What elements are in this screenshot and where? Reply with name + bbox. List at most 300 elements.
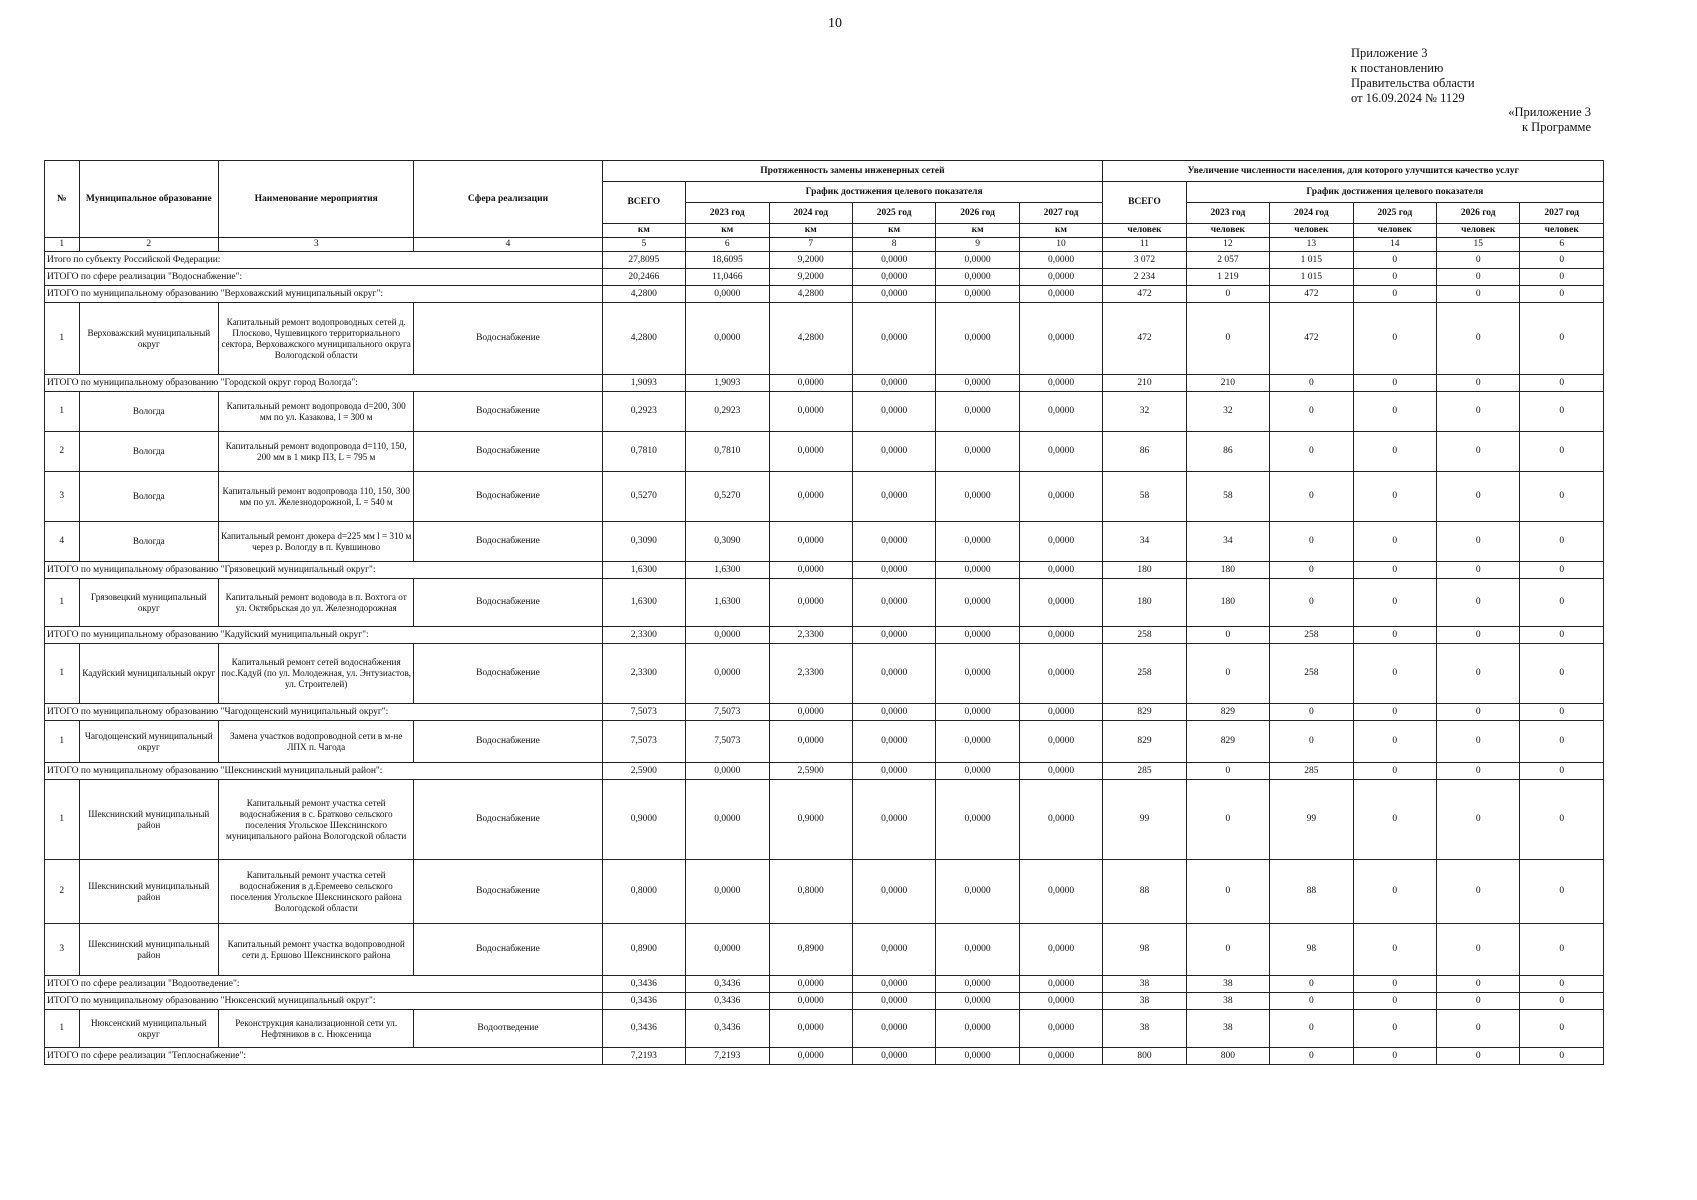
km-value-cell: 0,0000 <box>769 976 852 993</box>
header-year: 2025 год <box>852 203 935 224</box>
people-value-cell: 0 <box>1437 375 1520 392</box>
people-value-cell: 0 <box>1270 993 1353 1010</box>
municipality-cell: Вологда <box>79 392 218 432</box>
km-value-cell: 0,0000 <box>1019 780 1102 860</box>
people-value-cell: 38 <box>1103 993 1186 1010</box>
total-label: ИТОГО по муниципальному образованию "Грязовецкий муниципальный округ": <box>45 562 603 579</box>
km-value-cell: 0,3436 <box>686 976 769 993</box>
people-value-cell: 0 <box>1520 993 1604 1010</box>
municipality-cell: Кадуйский муниципальный округ <box>79 644 218 704</box>
people-value-cell: 32 <box>1103 392 1186 432</box>
sphere-cell: Водоснабжение <box>414 721 602 763</box>
people-value-cell: 0 <box>1520 303 1604 375</box>
people-value-cell: 180 <box>1186 579 1269 627</box>
people-value-cell: 0 <box>1270 392 1353 432</box>
people-value-cell: 34 <box>1103 522 1186 562</box>
km-value-cell: 0,0000 <box>936 721 1019 763</box>
people-value-cell: 258 <box>1270 644 1353 704</box>
people-value-cell: 0 <box>1353 1010 1436 1048</box>
km-value-cell: 0,0000 <box>852 1048 935 1065</box>
people-value-cell: 32 <box>1186 392 1269 432</box>
event-cell: Капитальный ремонт участка сетей водоснабжения в с. Братково сельского поселения Угольское Шекснинского муниципального района Вологодской области <box>219 780 414 860</box>
row-number: 1 <box>45 392 80 432</box>
people-value-cell: 0 <box>1186 627 1269 644</box>
km-value-cell: 0,0000 <box>769 1048 852 1065</box>
people-value-cell: 0 <box>1520 780 1604 860</box>
km-value-cell: 0,0000 <box>852 522 935 562</box>
people-value-cell: 0 <box>1353 522 1436 562</box>
km-value-cell: 7,5073 <box>602 721 685 763</box>
km-value-cell: 0,7810 <box>602 432 685 472</box>
people-value-cell: 210 <box>1103 375 1186 392</box>
km-value-cell: 0,0000 <box>936 924 1019 976</box>
people-value-cell: 0 <box>1520 579 1604 627</box>
people-value-cell: 99 <box>1103 780 1186 860</box>
table-row <box>45 721 1604 763</box>
km-value-cell: 0,0000 <box>936 522 1019 562</box>
row-number: 1 <box>45 780 80 860</box>
people-value-cell: 86 <box>1186 432 1269 472</box>
header-num: № <box>45 161 80 238</box>
program-line: «Приложение 3 <box>1508 105 1591 119</box>
attachment-line: Приложение 3 <box>1351 46 1428 60</box>
km-value-cell: 0,0000 <box>1019 286 1102 303</box>
people-value-cell: 58 <box>1186 472 1269 522</box>
header-year: 2024 год <box>1270 203 1353 224</box>
page-number: 10 <box>828 16 842 31</box>
km-value-cell: 4,2800 <box>769 286 852 303</box>
km-value-cell: 2,5900 <box>602 763 685 780</box>
km-value-cell: 0,0000 <box>852 392 935 432</box>
km-value-cell: 9,2000 <box>769 269 852 286</box>
km-value-cell: 7,5073 <box>686 721 769 763</box>
km-value-cell: 4,2800 <box>769 303 852 375</box>
sphere-cell: Водоснабжение <box>414 472 602 522</box>
people-value-cell: 0 <box>1437 860 1520 924</box>
header-unit: человек <box>1353 224 1436 238</box>
people-value-cell: 0 <box>1270 579 1353 627</box>
people-value-cell: 0 <box>1270 704 1353 721</box>
km-value-cell: 0,0000 <box>1019 1010 1102 1048</box>
people-value-cell: 0 <box>1437 303 1520 375</box>
km-value-cell: 0,0000 <box>1019 252 1102 269</box>
people-value-cell: 0 <box>1353 627 1436 644</box>
people-value-cell: 0 <box>1353 976 1436 993</box>
people-value-cell: 88 <box>1270 860 1353 924</box>
km-value-cell: 0,0000 <box>936 472 1019 522</box>
people-value-cell: 86 <box>1103 432 1186 472</box>
km-value-cell: 2,3300 <box>769 644 852 704</box>
km-value-cell: 0,0000 <box>1019 704 1102 721</box>
km-value-cell: 0,8900 <box>769 924 852 976</box>
people-value-cell: 0 <box>1520 924 1604 976</box>
km-value-cell: 0,0000 <box>852 763 935 780</box>
table-row <box>45 780 1604 860</box>
header-unit: человек <box>1186 224 1269 238</box>
header-total-people: ВСЕГО <box>1103 182 1186 224</box>
municipality-cell: Грязовецкий муниципальный округ <box>79 579 218 627</box>
column-number: 1 <box>45 238 80 252</box>
people-value-cell: 0 <box>1437 924 1520 976</box>
total-row <box>45 269 1604 286</box>
km-value-cell: 7,2193 <box>602 1048 685 1065</box>
sphere-cell: Водоснабжение <box>414 579 602 627</box>
event-cell: Капитальный ремонт участка водопроводной сети д. Ершово Шекснинского района <box>219 924 414 976</box>
km-value-cell: 0,0000 <box>936 993 1019 1010</box>
table-row <box>45 1010 1604 1048</box>
municipality-cell: Нюксенский муниципальный округ <box>79 1010 218 1048</box>
km-value-cell: 0,0000 <box>686 303 769 375</box>
municipality-cell: Шекснинский муниципальный район <box>79 924 218 976</box>
header-unit: км <box>686 224 769 238</box>
people-value-cell: 0 <box>1353 432 1436 472</box>
km-value-cell: 1,9093 <box>686 375 769 392</box>
km-value-cell: 1,6300 <box>602 579 685 627</box>
indicators-table <box>44 160 1604 1065</box>
people-value-cell: 0 <box>1353 1048 1436 1065</box>
km-value-cell: 0,0000 <box>1019 432 1102 472</box>
km-value-cell: 0,0000 <box>852 579 935 627</box>
municipality-cell: Вологда <box>79 432 218 472</box>
event-cell: Реконструкция канализационной сети ул. Нефтяников в с. Нюксеница <box>219 1010 414 1048</box>
people-value-cell: 0 <box>1353 924 1436 976</box>
km-value-cell: 0,0000 <box>852 286 935 303</box>
people-value-cell: 0 <box>1437 721 1520 763</box>
km-value-cell: 0,0000 <box>936 704 1019 721</box>
total-label: ИТОГО по муниципальному образованию "Верховажский муниципальный округ": <box>45 286 603 303</box>
people-value-cell: 0 <box>1270 432 1353 472</box>
people-value-cell: 0 <box>1270 562 1353 579</box>
km-value-cell: 0,0000 <box>769 704 852 721</box>
km-value-cell: 0,3436 <box>602 1010 685 1048</box>
people-value-cell: 829 <box>1186 721 1269 763</box>
people-value-cell: 180 <box>1186 562 1269 579</box>
column-number: 10 <box>1019 238 1102 252</box>
people-value-cell: 258 <box>1270 627 1353 644</box>
people-value-cell: 38 <box>1103 1010 1186 1048</box>
km-value-cell: 0,3090 <box>602 522 685 562</box>
km-value-cell: 4,2800 <box>602 286 685 303</box>
km-value-cell: 0,3436 <box>686 1010 769 1048</box>
people-value-cell: 0 <box>1437 252 1520 269</box>
people-value-cell: 0 <box>1270 472 1353 522</box>
total-label: ИТОГО по сфере реализации "Водоснабжение": <box>45 269 603 286</box>
table-row <box>45 303 1604 375</box>
km-value-cell: 0,0000 <box>852 993 935 1010</box>
km-value-cell: 0,0000 <box>852 432 935 472</box>
sphere-cell: Водоснабжение <box>414 644 602 704</box>
people-value-cell: 98 <box>1103 924 1186 976</box>
column-number: 8 <box>852 238 935 252</box>
header-year: 2023 год <box>1186 203 1269 224</box>
people-value-cell: 472 <box>1103 303 1186 375</box>
row-number: 2 <box>45 860 80 924</box>
column-number: 13 <box>1270 238 1353 252</box>
header-year: 2026 год <box>936 203 1019 224</box>
km-value-cell: 0,0000 <box>936 303 1019 375</box>
people-value-cell: 0 <box>1353 375 1436 392</box>
row-number: 1 <box>45 644 80 704</box>
km-value-cell: 2,3300 <box>602 627 685 644</box>
sphere-cell: Водоснабжение <box>414 860 602 924</box>
people-value-cell: 0 <box>1186 286 1269 303</box>
km-value-cell: 0,7810 <box>686 432 769 472</box>
sphere-cell: Водоснабжение <box>414 392 602 432</box>
people-value-cell: 0 <box>1520 1048 1604 1065</box>
total-row <box>45 763 1604 780</box>
km-value-cell: 0,0000 <box>1019 303 1102 375</box>
table-row <box>45 522 1604 562</box>
km-value-cell: 0,0000 <box>852 721 935 763</box>
km-value-cell: 0,0000 <box>936 252 1019 269</box>
km-value-cell: 0,3436 <box>602 976 685 993</box>
people-value-cell: 0 <box>1353 472 1436 522</box>
municipality-cell: Шекснинский муниципальный район <box>79 860 218 924</box>
people-value-cell: 58 <box>1103 472 1186 522</box>
program-reference <box>1508 105 1591 135</box>
people-value-cell: 0 <box>1186 924 1269 976</box>
municipality-cell: Вологда <box>79 472 218 522</box>
people-value-cell: 0 <box>1353 704 1436 721</box>
people-value-cell: 0 <box>1437 472 1520 522</box>
people-value-cell: 0 <box>1437 780 1520 860</box>
km-value-cell: 0,0000 <box>686 924 769 976</box>
total-label: ИТОГО по муниципальному образованию "Чагодощенский муниципальный округ": <box>45 704 603 721</box>
people-value-cell: 0 <box>1437 432 1520 472</box>
people-value-cell: 0 <box>1437 627 1520 644</box>
km-value-cell: 0,0000 <box>1019 924 1102 976</box>
people-value-cell: 0 <box>1270 522 1353 562</box>
column-number: 3 <box>219 238 414 252</box>
people-value-cell: 0 <box>1353 860 1436 924</box>
km-value-cell: 0,5270 <box>602 472 685 522</box>
people-value-cell: 0 <box>1520 432 1604 472</box>
people-value-cell: 0 <box>1437 763 1520 780</box>
column-number: 11 <box>1103 238 1186 252</box>
people-value-cell: 0 <box>1353 721 1436 763</box>
km-value-cell: 0,0000 <box>769 721 852 763</box>
km-value-cell: 20,2466 <box>602 269 685 286</box>
table-row <box>45 392 1604 432</box>
km-value-cell: 7,5073 <box>686 704 769 721</box>
km-value-cell: 0,0000 <box>852 976 935 993</box>
km-value-cell: 0,0000 <box>852 1010 935 1048</box>
event-cell: Замена участков водопроводной сети в м-не ЛПХ п. Чагода <box>219 721 414 763</box>
event-cell: Капитальный ремонт водопроводных сетей д. Плосково, Чушевицкого территориального сектора, Верховажского муниципального округа Вологодской области <box>219 303 414 375</box>
people-value-cell: 829 <box>1186 704 1269 721</box>
total-label: ИТОГО по сфере реализации "Теплоснабжение": <box>45 1048 603 1065</box>
people-value-cell: 285 <box>1103 763 1186 780</box>
people-value-cell: 0 <box>1437 579 1520 627</box>
event-cell: Капитальный ремонт водопровода d=110, 150, 200 мм в 1 микр ПЗ, L = 795 м <box>219 432 414 472</box>
people-value-cell: 38 <box>1186 976 1269 993</box>
km-value-cell: 0,0000 <box>686 644 769 704</box>
event-cell: Капитальный ремонт участка сетей водоснабжения в д.Еремеево сельского поселения Угольское Шекснинского района Вологодской области <box>219 860 414 924</box>
people-value-cell: 0 <box>1520 392 1604 432</box>
km-value-cell: 0,0000 <box>769 472 852 522</box>
people-value-cell: 1 015 <box>1270 252 1353 269</box>
sphere-cell: Водоснабжение <box>414 924 602 976</box>
km-value-cell: 2,3300 <box>602 644 685 704</box>
attachment-note <box>1351 46 1475 106</box>
km-value-cell: 0,0000 <box>769 579 852 627</box>
km-value-cell: 0,0000 <box>1019 562 1102 579</box>
km-value-cell: 0,3436 <box>602 993 685 1010</box>
km-value-cell: 9,2000 <box>769 252 852 269</box>
km-value-cell: 0,0000 <box>936 644 1019 704</box>
header-unit: человек <box>1270 224 1353 238</box>
header-total-km: ВСЕГО <box>602 182 685 224</box>
header-year: 2027 год <box>1520 203 1604 224</box>
table-row <box>45 644 1604 704</box>
row-number: 1 <box>45 579 80 627</box>
people-value-cell: 472 <box>1103 286 1186 303</box>
sphere-cell: Водоснабжение <box>414 432 602 472</box>
km-value-cell: 0,0000 <box>1019 392 1102 432</box>
km-value-cell: 0,0000 <box>686 860 769 924</box>
people-value-cell: 0 <box>1353 579 1436 627</box>
km-value-cell: 0,0000 <box>1019 472 1102 522</box>
row-number: 3 <box>45 924 80 976</box>
people-value-cell: 0 <box>1520 522 1604 562</box>
total-label: Итого по субъекту Российской Федерации: <box>45 252 603 269</box>
municipality-cell: Шекснинский муниципальный район <box>79 780 218 860</box>
km-value-cell: 0,0000 <box>936 269 1019 286</box>
people-value-cell: 0 <box>1437 1048 1520 1065</box>
km-value-cell: 0,0000 <box>936 579 1019 627</box>
km-value-cell: 0,0000 <box>769 432 852 472</box>
km-value-cell: 0,0000 <box>686 763 769 780</box>
people-value-cell: 98 <box>1270 924 1353 976</box>
people-value-cell: 34 <box>1186 522 1269 562</box>
km-value-cell: 0,0000 <box>1019 375 1102 392</box>
people-value-cell: 0 <box>1520 375 1604 392</box>
sphere-cell: Водоснабжение <box>414 780 602 860</box>
event-cell: Капитальный ремонт водопровода d=200, 300 мм по ул. Казакова, l = 300 м <box>219 392 414 432</box>
km-value-cell: 0,0000 <box>852 704 935 721</box>
table-row <box>45 924 1604 976</box>
header-year: 2026 год <box>1437 203 1520 224</box>
km-value-cell: 0,8000 <box>769 860 852 924</box>
people-value-cell: 0 <box>1520 472 1604 522</box>
people-value-cell: 180 <box>1103 579 1186 627</box>
header-unit: км <box>1019 224 1102 238</box>
km-value-cell: 0,2923 <box>686 392 769 432</box>
people-value-cell: 2 234 <box>1103 269 1186 286</box>
people-value-cell: 829 <box>1103 704 1186 721</box>
km-value-cell: 0,0000 <box>936 562 1019 579</box>
municipality-cell: Чагодощенский муниципальный округ <box>79 721 218 763</box>
people-value-cell: 2 057 <box>1186 252 1269 269</box>
people-value-cell: 88 <box>1103 860 1186 924</box>
row-number: 4 <box>45 522 80 562</box>
people-value-cell: 0 <box>1520 286 1604 303</box>
km-value-cell: 7,2193 <box>686 1048 769 1065</box>
column-number: 15 <box>1437 238 1520 252</box>
km-value-cell: 0,0000 <box>1019 644 1102 704</box>
people-value-cell: 0 <box>1353 286 1436 303</box>
km-value-cell: 0,0000 <box>1019 763 1102 780</box>
header-unit: человек <box>1520 224 1604 238</box>
column-number: 14 <box>1353 238 1436 252</box>
people-value-cell: 0 <box>1520 252 1604 269</box>
total-row <box>45 1048 1604 1065</box>
km-value-cell: 0,0000 <box>936 976 1019 993</box>
sphere-cell: Водоснабжение <box>414 522 602 562</box>
header-municipality: Муниципальное образование <box>79 161 218 238</box>
header-year: 2027 год <box>1019 203 1102 224</box>
km-value-cell: 0,0000 <box>852 303 935 375</box>
people-value-cell: 0 <box>1353 252 1436 269</box>
km-value-cell: 0,0000 <box>1019 522 1102 562</box>
municipality-cell: Вологда <box>79 522 218 562</box>
row-number: 2 <box>45 432 80 472</box>
table-row <box>45 579 1604 627</box>
km-value-cell: 0,0000 <box>852 562 935 579</box>
km-value-cell: 2,3300 <box>769 627 852 644</box>
km-value-cell: 0,0000 <box>936 627 1019 644</box>
people-value-cell: 0 <box>1186 763 1269 780</box>
total-row <box>45 562 1604 579</box>
municipality-cell: Верховажский муниципальный округ <box>79 303 218 375</box>
header-unit: человек <box>1437 224 1520 238</box>
total-row <box>45 976 1604 993</box>
column-number: 6 <box>1520 238 1604 252</box>
km-value-cell: 0,0000 <box>936 763 1019 780</box>
km-value-cell: 1,6300 <box>686 562 769 579</box>
km-value-cell: 0,0000 <box>852 644 935 704</box>
header-unit: км <box>769 224 852 238</box>
total-label: ИТОГО по сфере реализации "Водоотведение": <box>45 976 603 993</box>
people-value-cell: 0 <box>1186 303 1269 375</box>
header-year: 2024 год <box>769 203 852 224</box>
column-number: 12 <box>1186 238 1269 252</box>
people-value-cell: 0 <box>1437 562 1520 579</box>
km-value-cell: 0,0000 <box>936 375 1019 392</box>
table-row <box>45 432 1604 472</box>
people-value-cell: 0 <box>1270 1048 1353 1065</box>
people-value-cell: 0 <box>1437 269 1520 286</box>
km-value-cell: 1,6300 <box>686 579 769 627</box>
people-value-cell: 0 <box>1520 721 1604 763</box>
km-value-cell: 0,0000 <box>1019 269 1102 286</box>
people-value-cell: 0 <box>1520 704 1604 721</box>
km-value-cell: 0,0000 <box>1019 579 1102 627</box>
table-row <box>45 472 1604 522</box>
people-value-cell: 258 <box>1103 644 1186 704</box>
km-value-cell: 0,0000 <box>1019 976 1102 993</box>
header-unit: км <box>602 224 685 238</box>
people-value-cell: 0 <box>1353 644 1436 704</box>
header-schedule-people: График достижения целевого показателя <box>1186 182 1603 203</box>
people-value-cell: 0 <box>1353 562 1436 579</box>
km-value-cell: 0,0000 <box>686 627 769 644</box>
km-value-cell: 27,8095 <box>602 252 685 269</box>
column-number: 5 <box>602 238 685 252</box>
people-value-cell: 0 <box>1186 780 1269 860</box>
people-value-cell: 0 <box>1437 392 1520 432</box>
km-value-cell: 0,8000 <box>602 860 685 924</box>
people-value-cell: 0 <box>1353 763 1436 780</box>
people-value-cell: 0 <box>1437 522 1520 562</box>
attachment-line: к постановлению <box>1351 61 1444 75</box>
km-value-cell: 0,0000 <box>852 252 935 269</box>
km-value-cell: 0,5270 <box>686 472 769 522</box>
km-value-cell: 0,0000 <box>1019 993 1102 1010</box>
header-unit: человек <box>1103 224 1186 238</box>
total-row <box>45 627 1604 644</box>
total-row <box>45 375 1604 392</box>
